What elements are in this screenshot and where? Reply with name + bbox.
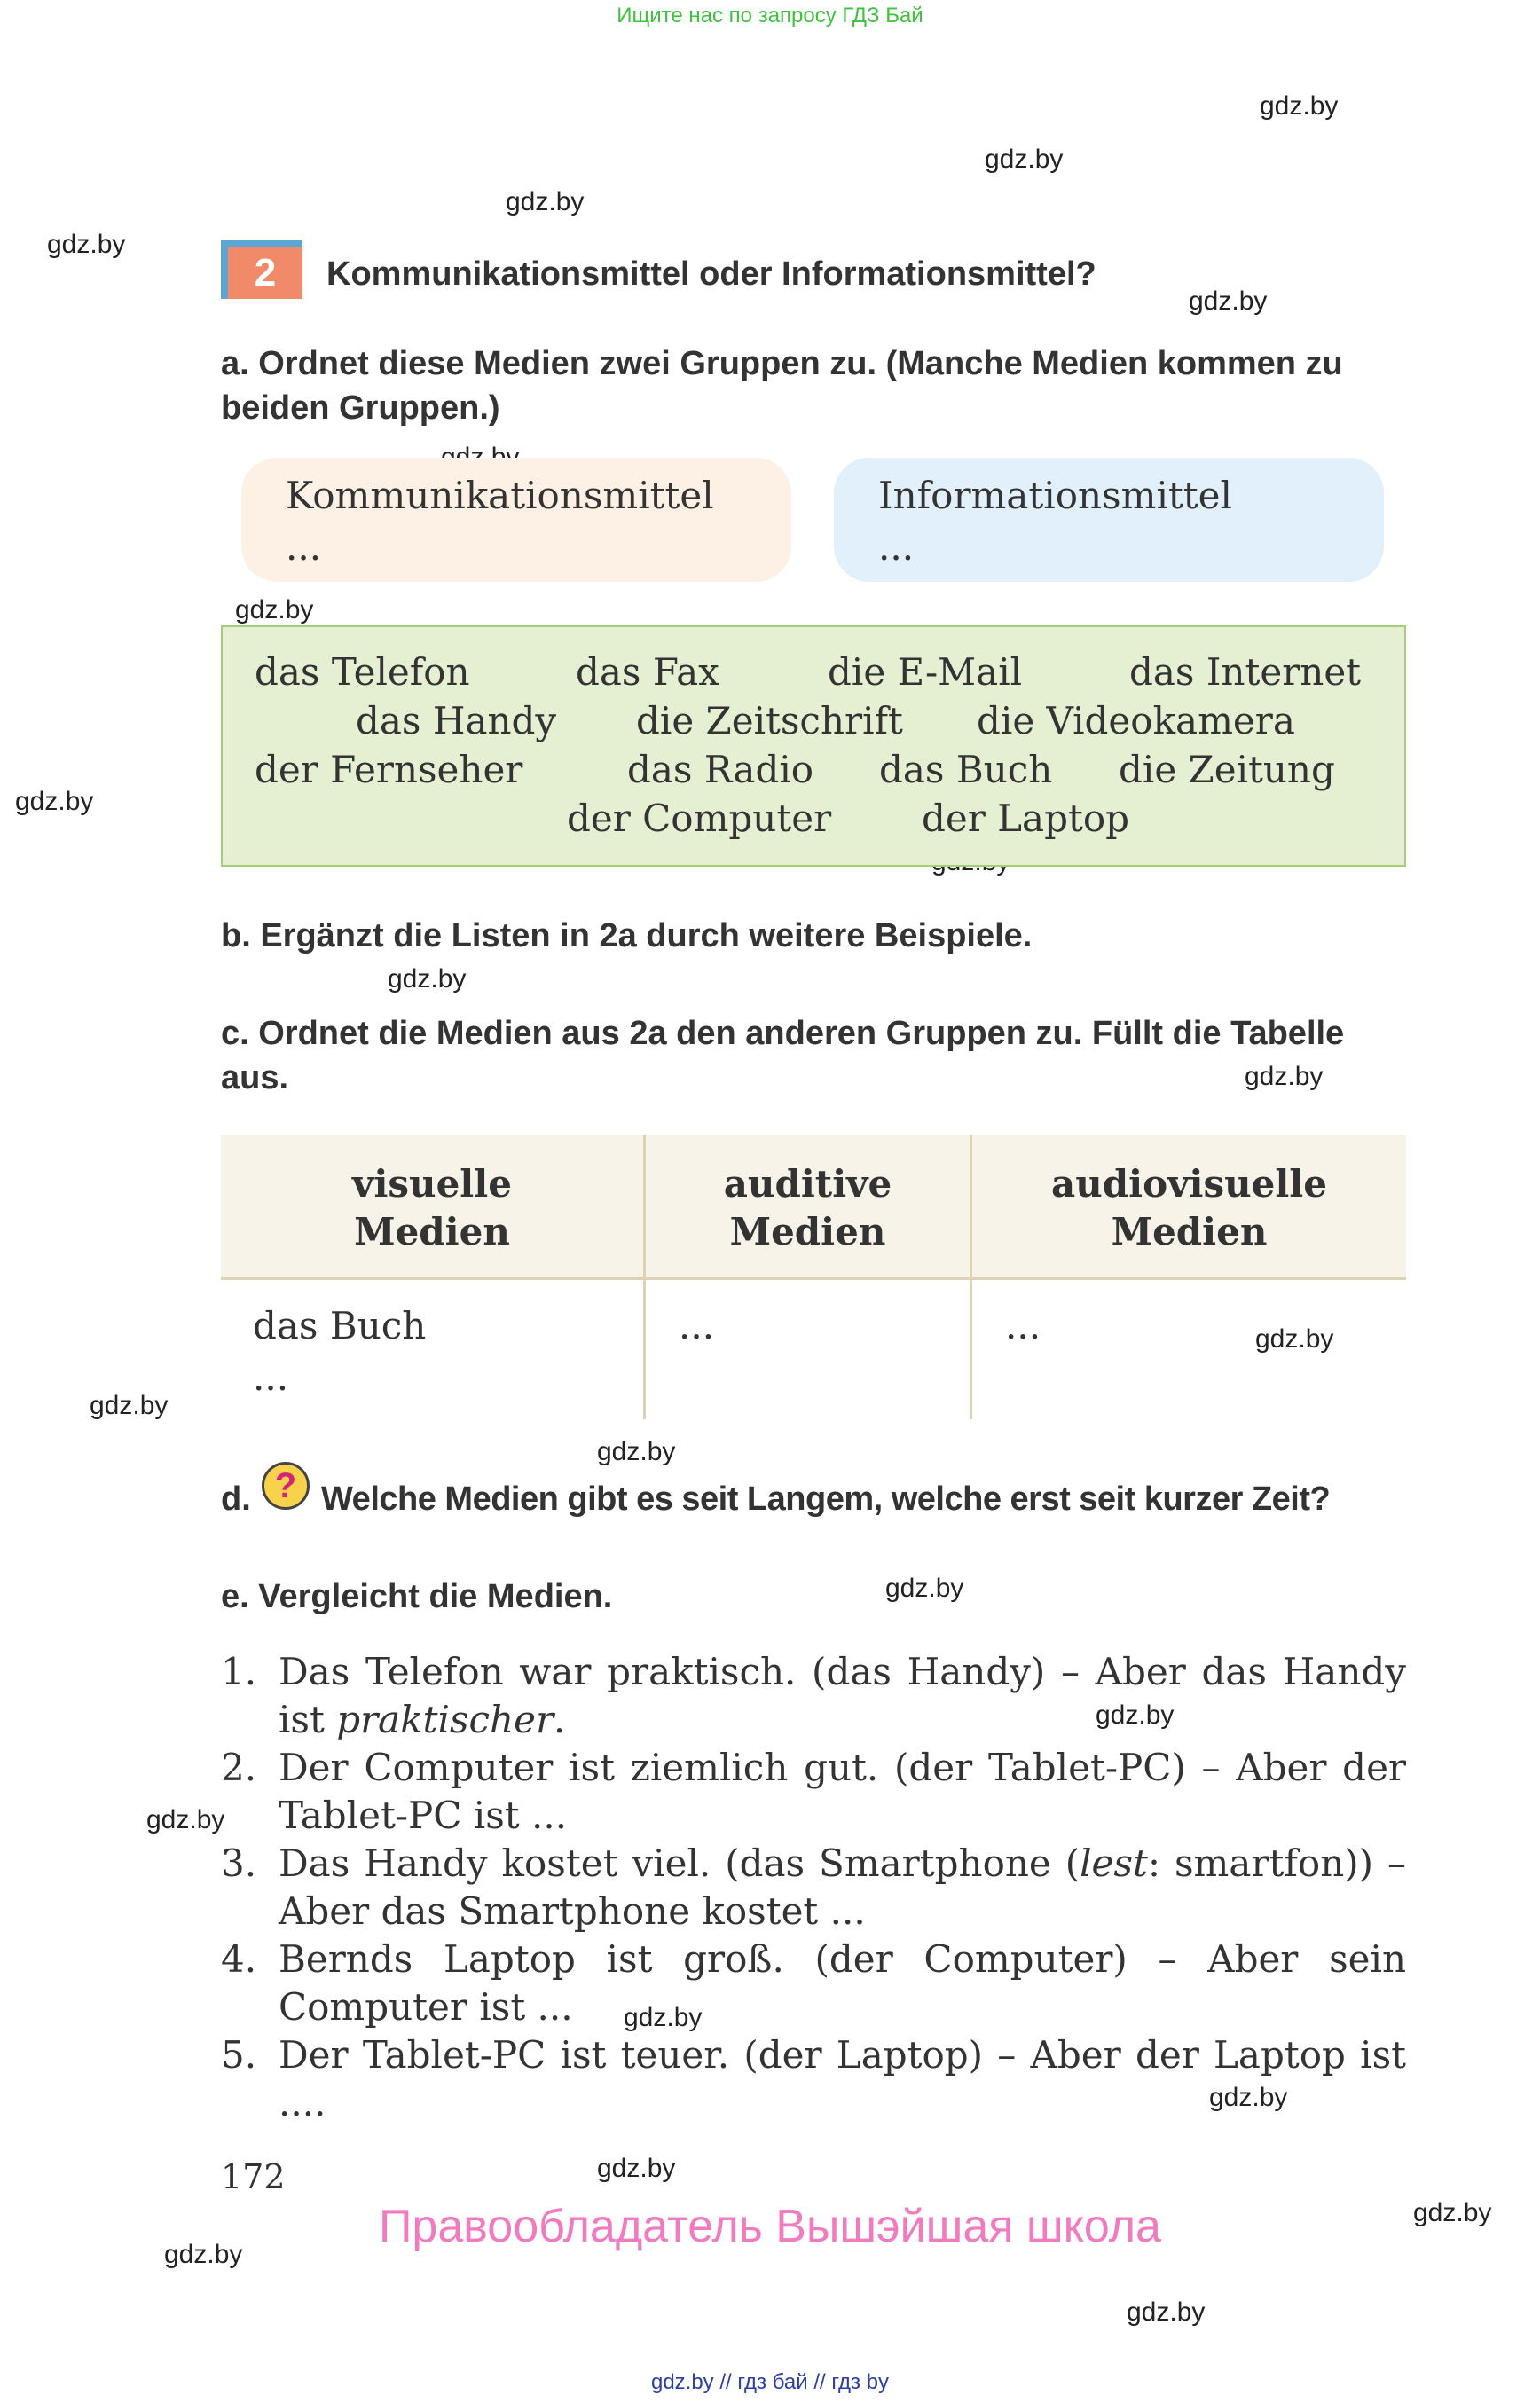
media-table	[221, 1135, 1406, 1419]
table-header-cell: visuelle Medien	[352, 1162, 512, 1253]
task-c-text: c. Ordnet die Medien aus 2a den anderen Gruppen zu. Füllt die Tabelle aus.	[221, 1015, 1345, 1096]
top-banner: Ищите нас по запросу ГДЗ Бай	[617, 4, 923, 27]
group-informationsmittel	[834, 458, 1384, 582]
exercise-title: Kommunikationsmittel oder Informationsmittel?	[326, 255, 1096, 293]
watermark: gdz.by	[47, 230, 126, 259]
watermark: gdz.by	[597, 1437, 676, 1466]
task-b-text: b. Ergänzt die Listen in 2a durch weitere Beispiele.	[221, 917, 1033, 954]
watermark: gdz.by	[1189, 287, 1268, 316]
watermark: gdz.by	[885, 1574, 964, 1603]
task-d-prefix: d.	[221, 1480, 251, 1518]
watermark: gdz.by	[1127, 2297, 1206, 2327]
task-e-text: e. Vergleicht die Medien.	[221, 1578, 613, 1615]
table-cell: ...	[679, 1304, 715, 1347]
word-item: das Internet	[1129, 650, 1362, 694]
word-bank	[221, 625, 1406, 867]
group-placeholder: ...	[286, 525, 322, 569]
word-item: das Fax	[576, 650, 719, 694]
watermark: gdz.by	[985, 145, 1064, 174]
exercise-number: 2	[228, 247, 302, 299]
word-item: der Computer	[567, 797, 832, 840]
watermark: gdz.by	[388, 964, 467, 993]
group-label: Kommunikationsmittel	[286, 474, 714, 517]
list-item: 5. Der Tablet-PC ist teuer. (der Laptop) – Aber der Laptop ist ....	[221, 2033, 1406, 2124]
task-d-text: Welche Medien gibt es seit Langem, welche erst seit kurzer Zeit?	[321, 1480, 1331, 1518]
watermark: gdz.by	[1413, 2198, 1492, 2227]
watermark: gdz.by	[1255, 1324, 1334, 1354]
word-item: das Handy	[356, 699, 557, 742]
word-item: die Videokamera	[977, 699, 1295, 742]
task-a-text: a. Ordnet diese Medien zwei Gruppen zu. (Manche Medien kommen zu beiden Gruppen.)	[221, 345, 1343, 427]
table-cell: das Buch ...	[253, 1304, 427, 1399]
word-item: das Telefon	[255, 650, 470, 694]
group-placeholder: ...	[878, 525, 915, 569]
list-item: 3. Das Handy kostet viel. (das Smartphone (lest: smartfon)) – Aber das Smartphone kostet ...	[221, 1842, 1406, 1933]
list-item: 2. Der Computer ist ziemlich gut. (der Tablet-PC) – Aber der Tablet-PC ist ...	[221, 1746, 1406, 1837]
watermark: gdz.by	[15, 787, 94, 816]
watermark: gdz.by	[164, 2240, 243, 2269]
watermark: gdz.by	[624, 2003, 703, 2032]
table-header-cell: auditive Medien	[723, 1162, 892, 1253]
watermark: gdz.by	[597, 2154, 676, 2183]
list-item: 4. Bernds Laptop ist groß. (der Computer) – Aber sein Computer ist ...	[221, 1937, 1406, 2029]
watermark: gdz.by	[1260, 91, 1339, 121]
watermark: gdz.by	[1245, 1062, 1324, 1091]
watermark: gdz.by	[235, 595, 314, 624]
watermark: gdz.by	[506, 187, 585, 216]
word-item: die E-Mail	[828, 650, 1023, 694]
word-item: die Zeitschrift	[636, 699, 903, 742]
group-label: Informationsmittel	[878, 474, 1232, 517]
question-icon: ?	[262, 1462, 310, 1510]
word-item: der Fernseher	[255, 748, 523, 791]
word-item: das Buch	[879, 748, 1053, 791]
exercise-number-badge	[221, 240, 302, 299]
table-cell: ...	[1005, 1304, 1041, 1347]
page-number: 172	[221, 2157, 286, 2196]
watermark: gdz.by	[1209, 2083, 1288, 2112]
watermark: gdz.by	[1096, 1700, 1175, 1730]
table-header-cell: audiovisuelle Medien	[1051, 1162, 1327, 1253]
word-item: der Laptop	[922, 797, 1130, 840]
word-item: das Radio	[627, 748, 814, 791]
list-item: 1. Das Telefon war praktisch. (das Handy) – Aber das Handy ist praktischer.	[221, 1650, 1406, 1741]
word-item: die Zeitung	[1119, 748, 1335, 791]
group-kommunikationsmittel	[241, 458, 791, 582]
watermark: gdz.by	[146, 1805, 225, 1834]
footer-links[interactable]: gdz.by // гдз бай // гдз by	[650, 2370, 890, 2394]
watermark: gdz.by	[90, 1391, 169, 1420]
rights-holder: Правообладатель Вышэйшая школа	[379, 2201, 1161, 2252]
